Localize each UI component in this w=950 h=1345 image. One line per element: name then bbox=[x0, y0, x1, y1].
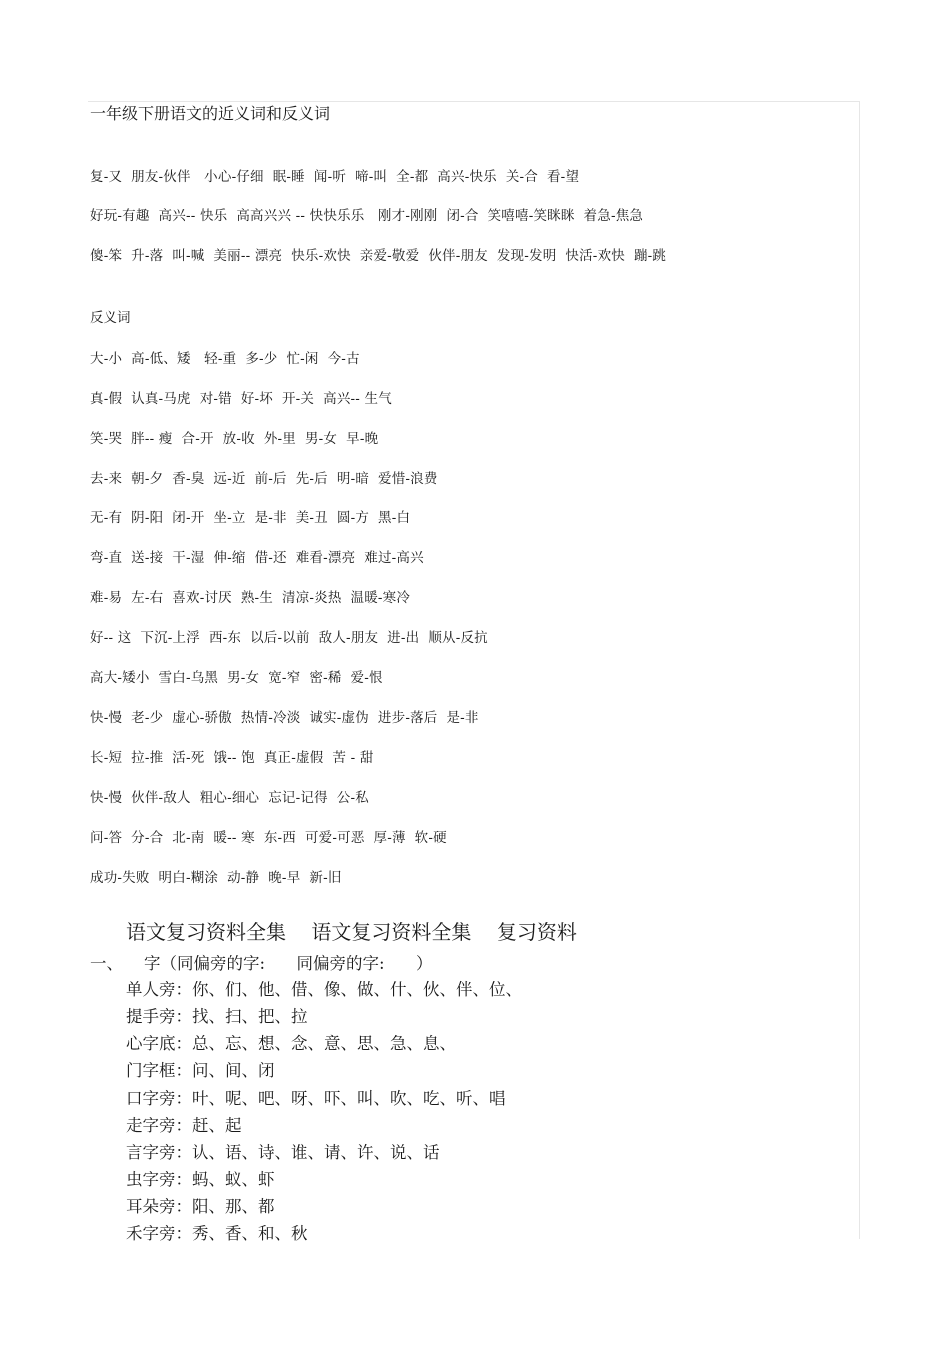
synonym-line: 好玩-有趣 高兴-- 快乐 高高兴兴 -- 快快乐乐 刚才-刚刚 闭-合 笑嘻嘻-笑眯眯 着急-焦急 bbox=[90, 208, 644, 224]
antonym-line: 问-答 分-合 北-南 暖-- 寒 东-西 可爱-可恶 厚-薄 软-硬 bbox=[90, 830, 447, 846]
antonym-line: 快-慢 伙伴-敌人 粗心-细心 忘记-记得 公-私 bbox=[90, 790, 369, 806]
radical-line: 心字底：总、忘、想、念、意、思、急、息、 bbox=[126, 1034, 456, 1053]
antonym-line: 长-短 拉-推 活-死 饿-- 饱 真正-虚假 苦 - 甜 bbox=[90, 750, 374, 766]
review-title: 语文复习资料全集 语文复习资料全集 复习资料 bbox=[126, 920, 577, 944]
section-heading: 一、 字（同偏旁的字: 同偏旁的字: ） bbox=[90, 954, 433, 973]
radical-line: 口字旁：叶、呢、吧、呀、吓、叫、吹、吃、听、唱 bbox=[126, 1089, 506, 1108]
antonym-line: 笑-哭 胖-- 瘦 合-开 放-收 外-里 男-女 早-晚 bbox=[90, 431, 379, 447]
antonym-line: 成功-失败 明白-糊涂 动-静 晚-早 新-旧 bbox=[90, 870, 342, 886]
antonym-line: 去-来 朝-夕 香-臭 远-近 前-后 先-后 明-暗 爱惜-浪费 bbox=[90, 471, 438, 487]
synonym-line: 傻-笨 升-落 叫-喊 美丽-- 漂亮 快乐-欢快 亲爱-敬爱 伙伴-朋友 发现-发明 快活-欢快 蹦-跳 bbox=[90, 248, 667, 264]
antonym-line: 难-易 左-右 喜欢-讨厌 熟-生 清凉-炎热 温暖-寒冷 bbox=[90, 590, 411, 606]
radical-line: 耳朵旁：阳、那、都 bbox=[126, 1197, 275, 1216]
document-title: 一年级下册语文的近义词和反义词 bbox=[90, 104, 331, 123]
radical-line: 走字旁：赶、起 bbox=[126, 1116, 242, 1135]
antonym-heading: 反义词 bbox=[90, 310, 131, 326]
radical-line: 提手旁：找、扫、把、拉 bbox=[126, 1007, 308, 1026]
radical-line: 门字框：问、间、闭 bbox=[126, 1061, 275, 1080]
antonym-line: 好-- 这 下沉-上浮 西-东 以后-以前 敌人-朋友 进-出 顺从-反抗 bbox=[90, 630, 488, 646]
antonym-line: 真-假 认真-马虎 对-错 好-坏 开-关 高兴-- 生气 bbox=[90, 391, 392, 407]
radical-line: 虫字旁：蚂、蚁、虾 bbox=[126, 1170, 275, 1189]
radical-line: 单人旁：你、们、他、借、像、做、什、伙、伴、位、 bbox=[126, 980, 522, 999]
radical-line: 言字旁：认、语、诗、谁、请、许、说、话 bbox=[126, 1143, 440, 1162]
antonym-line: 快-慢 老-少 虚心-骄傲 热情-冷淡 诚实-虚伪 进步-落后 是-非 bbox=[90, 710, 479, 726]
antonym-line: 无-有 阴-阳 闭-开 坐-立 是-非 美-丑 圆-方 黑-白 bbox=[90, 510, 411, 526]
antonym-line: 高大-矮小 雪白-乌黑 男-女 宽-窄 密-稀 爱-恨 bbox=[90, 670, 383, 686]
radical-line: 禾字旁：秀、香、和、秋 bbox=[126, 1224, 308, 1243]
synonym-line: 复-又 朋友-伙伴 小心-仔细 眠-睡 闻-听 啼-叫 全-都 高兴-快乐 关-合 看-望 bbox=[90, 169, 580, 185]
antonym-line: 弯-直 送-接 干-湿 伸-缩 借-还 难看-漂亮 难过-高兴 bbox=[90, 550, 424, 566]
antonym-line: 大-小 高-低、矮 轻-重 多-少 忙-闲 今-古 bbox=[90, 351, 360, 367]
